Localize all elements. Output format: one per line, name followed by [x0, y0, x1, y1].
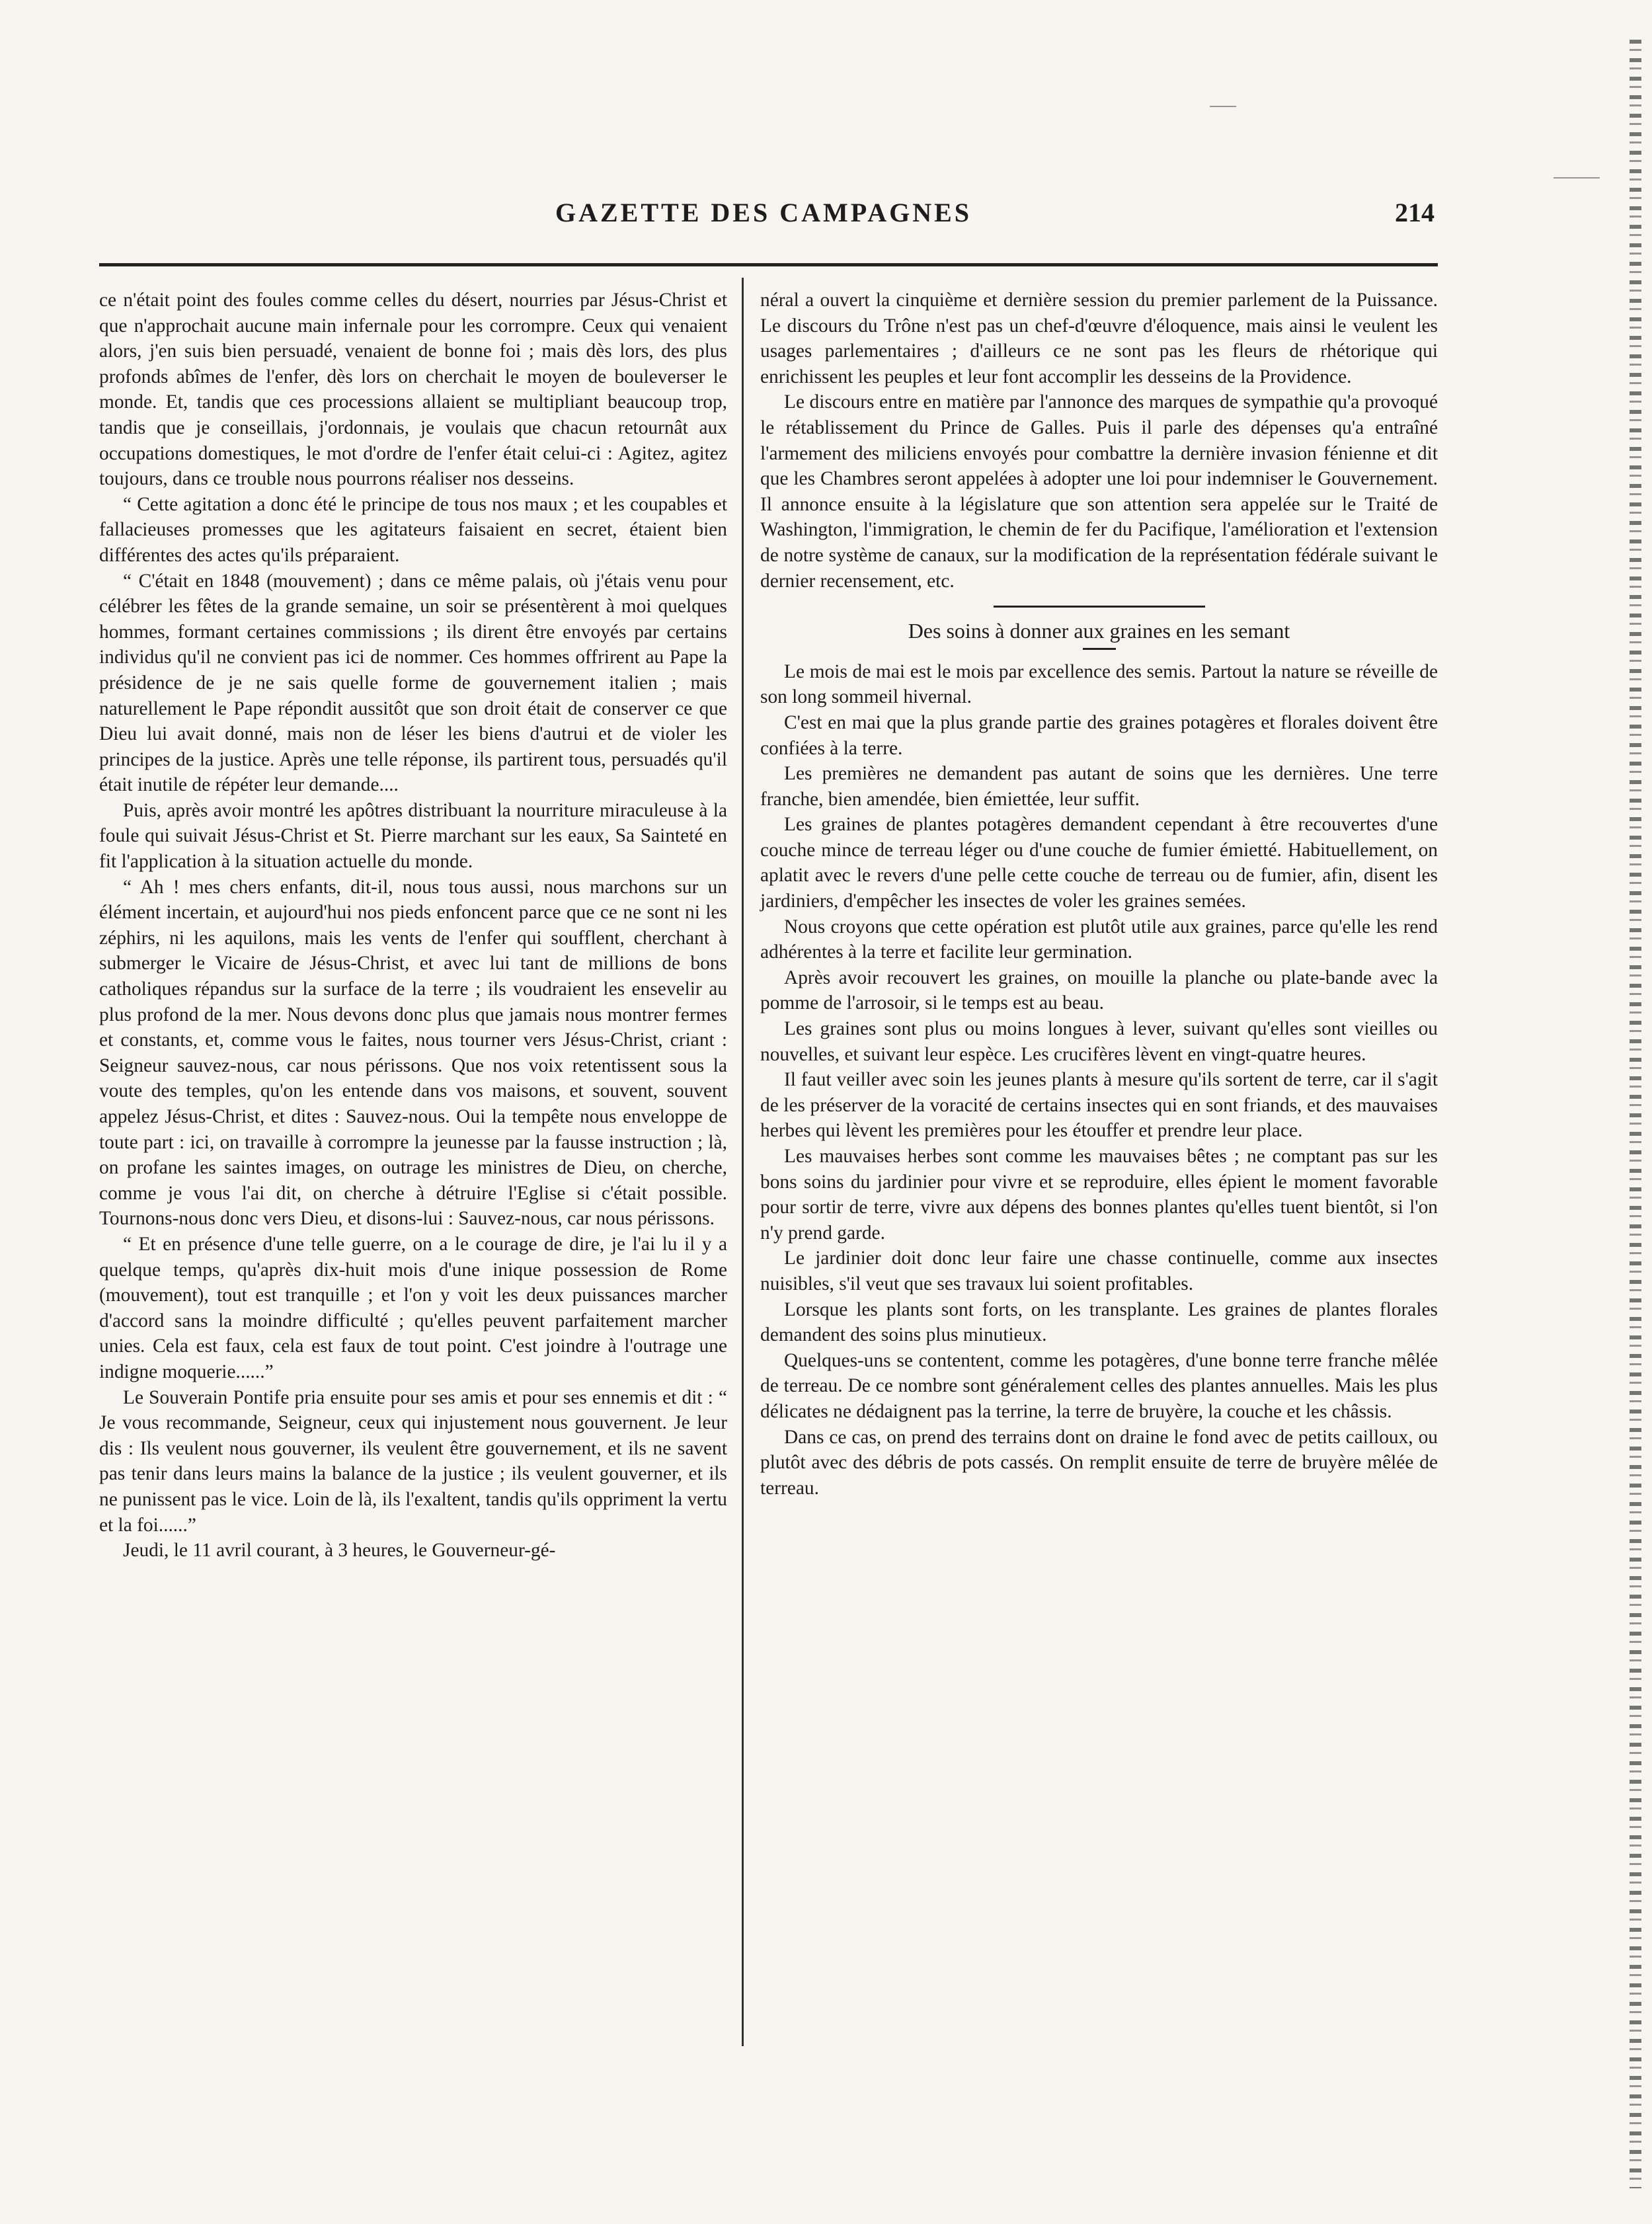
scan-edge — [1630, 40, 1641, 2188]
section-dash — [1083, 648, 1116, 650]
paragraph: Dans ce cas, on prend des terrains dont on draine le fond avec de petits cailloux, ou plutôt avec des débris de pots cassés. On remplit ensuite de terre de bruyère mêlée de terreau. — [760, 1426, 1438, 1499]
right-column — [760, 288, 1438, 1501]
paragraph: Les graines sont plus ou moins longues à lever, suivant qu'elles sont vieilles ou nouvelles, et suivant leur espèce. Les crucifères lèvent en vingt-quatre heures. — [760, 1018, 1438, 1065]
paragraph: Jeudi, le 11 avril courant, à 3 heures, le Gouverneur-gé- — [123, 1540, 556, 1562]
paragraph: Puis, après avoir montré les apôtres distribuant la nourriture miraculeuse à la foule qui suivait Jésus-Christ et St. Pierre marchant sur les eaux, Sa Sainteté en fit l'application à la situation actuelle du monde. — [99, 799, 727, 873]
paragraph: Il faut veiller avec soin les jeunes plants à mesure qu'ils sortent de terre, car il s'agit de les préserver de la voracité de certains insectes qui en sont friands, et des mauvaises herbes qui lèvent les premières pour les étouffer et prendre leur place. — [760, 1069, 1438, 1142]
paragraph: Le mois de mai est le mois par excellence des semis. Partout la nature se réveille de son long sommeil hivernal. — [760, 660, 1438, 708]
scan-smudge — [1554, 177, 1600, 179]
paragraph: “ Et en présence d'une telle guerre, on a le courage de dire, je l'ai lu il y a quelque temps, qu'après dix-huit mois d'une inique possession de Rome (mouvement), tout est tranquille ; et l'on y voit les deux puissances marcher d'accord sans la moindre difficulté ; qu'elles peuvent parfaitement marcher unies. Cela est faux, cela est faux de tout point. C'est joindre à l'outrage une indigne moquerie......” — [99, 1233, 727, 1382]
page-title: GAZETTE DES CAMPAGNES — [555, 198, 972, 227]
paragraph: C'est en mai que la plus grande partie des graines potagères et florales doivent être confiées à la terre. — [760, 711, 1438, 759]
section-rule — [994, 606, 1205, 608]
paragraph: ce n'était point des foules comme celles du désert, nourries par Jésus-Christ et que n'approchait aucune main infernale pour les corrompre. Ceux qui venaient alors, j'en suis bien persuadé, venaient de bonne foi ; mais dès lors, des plus profonds abîmes de l'enfer, dès lors on cherchait le moyen de bouleverser le monde. Et, tandis que ces processions allaient se multipliant beaucoup trop, tandis que je conseillais, j'ordonnais, je voulais que chacun retournât aux occupations domestiques, le mot d'ordre de l'enfer était celui-ci : Agitez, agitez toujours, dans ce trouble nous pourrons réaliser nos desseins. — [99, 290, 727, 490]
page-header — [99, 197, 1435, 237]
column-divider — [742, 278, 744, 2046]
paragraph: “ C'était en 1848 (mouvement) ; dans ce même palais, où j'étais venu pour célébrer les fêtes de la grande semaine, un soir se présentèrent à moi quelques hommes, formant certaines commissions ; ils dirent être envoyés par certains individus qu'il ne convient pas ici de nommer. Ces hommes offrirent au Pape la présidence de je ne sais quelle forme de gouvernement italien ; mais naturellement le Pape répondit aussitôt que son droit était de conserver ce que Dieu lui avait donné, mais non de léser les biens d'autrui et de violer les principes de la justice. Après une telle réponse, ils partirent tous, persuadés qu'il était inutile de répéter leur demande.... — [99, 570, 727, 796]
page-number: 214 — [1395, 198, 1435, 227]
paragraph: Le Souverain Pontife pria ensuite pour ses amis et pour ses ennemis et dit : “ Je vous recommande, Seigneur, ceux qui injustement nous gouvernent. Je leur dis : Ils veulent nous gouverner, ils veulent être gouvernement, et ils ne savent pas tenir dans leurs mains la balance de la justice ; ils veulent gouverner, et ils ne punissent pas le vice. Loin de là, ils l'exaltent, tandis qu'ils oppriment la vertu et la foi......” — [99, 1386, 727, 1536]
paragraph: “ Cette agitation a donc été le principe de tous nos maux ; et les coupables et fallacieuses promesses que les agitateurs faisaient en secret, étaient bien différentes des actes qu'ils préparaient. — [99, 493, 727, 566]
paragraph: Nous croyons que cette opération est plutôt utile aux graines, parce qu'elle les rend adhérentes à la terre et facilite leur germination. — [760, 916, 1438, 963]
header-rule — [99, 263, 1438, 266]
paragraph: néral a ouvert la cinquième et dernière session du premier parlement de la Puissance. Le discours du Trône n'est pas un chef-d'œuvre d'éloquence, mais ainsi le veulent les usages parlementaires ; d'ailleurs ce ne sont pas les fleurs de rhétorique qui enrichissent les peuples et leur font accomplir les desseins de la Providence. — [760, 290, 1438, 387]
paragraph: Les premières ne demandent pas autant de soins que les dernières. Une terre franche, bien amendée, bien émiettée, leur suffit. — [760, 763, 1438, 810]
left-column — [99, 288, 727, 1564]
paragraph: Le jardinier doit donc leur faire une chasse continuelle, comme aux insectes nuisibles, s'il veut que ses travaux lui soient profitables. — [760, 1248, 1438, 1294]
scan-smudge — [1210, 106, 1236, 107]
section-title: Des soins à donner aux graines en les semant — [908, 619, 1290, 643]
paragraph: “ Ah ! mes chers enfants, dit-il, nous tous aussi, nous marchons sur un élément incertain, et aujourd'hui nos pieds enfoncent parce que ce ne sont ni les zéphirs, ni les aquilons, mais les vents de l'enfer qui soufflent, cherchant à submerger le Vicaire de Jésus-Christ, et avec lui tant de millions de bons catholiques répandus sur la surface de la terre ; ils voudraient les ensevelir au plus profond de la mer. Nous devons donc plus que jamais nous montrer fermes et constants, et, comme vous le faites, nous tourner vers Jésus-Christ, criant : Seigneur sauvez-nous, car nous périssons. Que nos voix retentissent sous la voute des temples, qu'on les entende dans vos maisons, et souvent, souvent appelez Jésus-Christ, et dites : Sauvez-nous. Oui la tempête nous enveloppe de toute part : ici, on travaille à corrompre la jeunesse par la fausse instruction ; là, on profane les saintes images, on outrage les ministres de Dieu, on cherche, comme je vous l'ai dit, on cherche à détruire l'Eglise si c'était possible. Tournons-nous donc vers Dieu, et disons-lui : Sauvez-nous, car nous périssons. — [99, 876, 727, 1230]
paragraph: Le discours entre en matière par l'annonce des marques de sympathie qu'a provoqué le rétablissement du Prince de Galles. Puis il parle des dépenses qu'a entraîné l'armement des miliciens envoyés pour combattre la dernière invasion fénienne et dit que les Chambres seront appelées à adopter une loi pour indemniser le Gouvernement. Il annonce ensuite à la législature que son attention sera appelée sur le Traité de Washington, l'immigration, le chemin de fer du Pacifique, l'amélioration et l'extension de notre système de canaux, sur la modification de la représentation fédérale suivant le dernier recensement, etc. — [760, 391, 1438, 592]
paragraph: Après avoir recouvert les graines, on mouille la planche ou plate-bande avec la pomme de l'arrosoir, si le temps est au beau. — [760, 967, 1438, 1014]
paragraph: Lorsque les plants sont forts, on les transplante. Les graines de plantes florales demandent des soins plus minutieux. — [760, 1298, 1438, 1346]
paragraph: Quelques-uns se contentent, comme les potagères, d'une bonne terre franche mêlée de terreau. De ce nombre sont généralement celles des plantes annuelles. Mais les plus délicates ne dédaignent pas la terrine, la terre de bruyère, la couche et les châssis. — [760, 1349, 1438, 1422]
paragraph: Les graines de plantes potagères demandent cependant à être recouvertes d'une couche mince de terreau léger ou d'une couche de fumier émietté. Habituellement, on aplatit avec le revers d'une pelle cette couche de terreau ou de fumier, afin, disent les jardiniers, d'empêcher les insectes de voler les graines semées. — [760, 814, 1438, 912]
paragraph: Les mauvaises herbes sont comme les mauvaises bêtes ; ne comptant pas sur les bons soins du jardinier pour vivre et se reproduire, elles épient le moment favorable pour sortir de terre, vivre aux dépens des bonnes plantes qu'elles tuent bientôt, si l'on n'y prend garde. — [760, 1146, 1438, 1244]
